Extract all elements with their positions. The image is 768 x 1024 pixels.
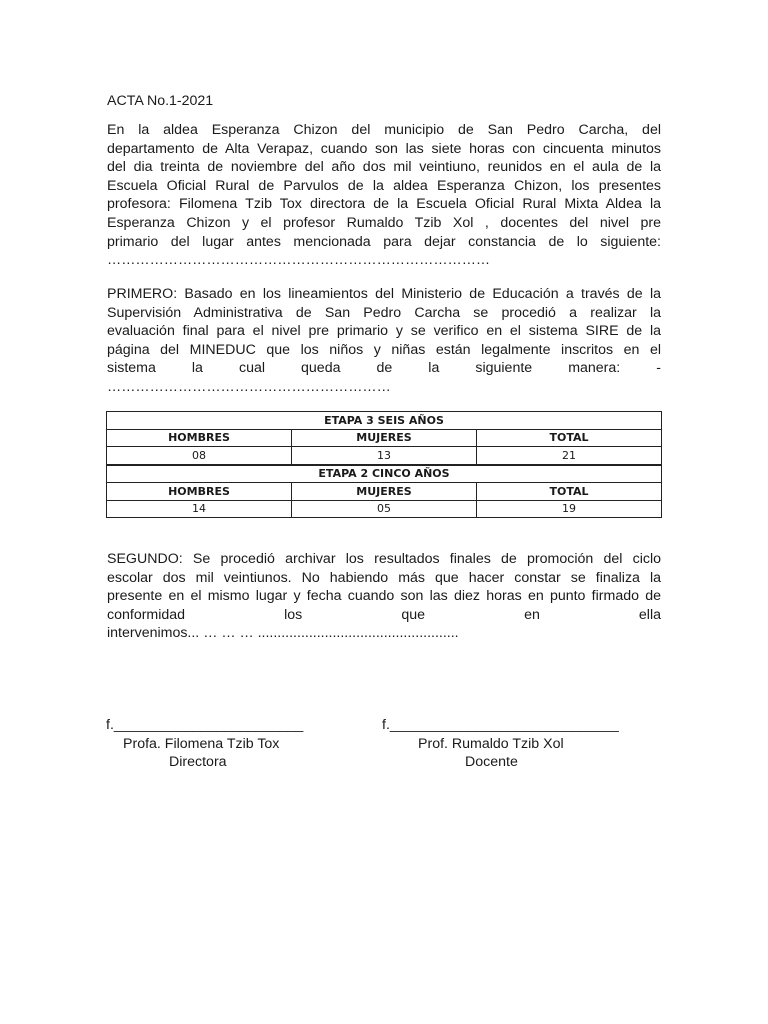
text-line: presente en el mismo lugar y fecha cuando son las diez horas en punto firmado de [107,588,661,605]
header-mujeres: MUJERES [292,429,477,447]
text-line: Supervisión Administrativa de San Pedro Carcha se procedió a realizar la [107,304,661,321]
text-line: Esperanza Chizon y el profesor Rumaldo Tzib Xol , docentes del nivel pre [107,214,661,231]
table-row [107,447,662,465]
enrollment-table [106,411,662,518]
text-line: sistema la cual queda de la siguiente manera: - [107,360,661,377]
table-title-row [107,465,662,483]
signature-line: f._____________________________ [382,717,619,733]
text-line: intervenimos... … … … ................................................... [107,625,459,642]
signer-name: Prof. Rumaldo Tzib Xol [418,735,564,752]
table-header-row [107,429,662,447]
text-line: Escuela Oficial Rural de Parvulos de la aldea Esperanza Chizon, los presentes [107,177,661,194]
cell-total: 19 [477,500,662,518]
text-line: evaluación final para el nivel pre primario y se verifico en el sistema SIRE de la [107,323,661,340]
header-total: TOTAL [477,483,662,501]
header-total: TOTAL [477,429,662,447]
signature-docente [382,716,619,772]
header-hombres: HOMBRES [107,429,292,447]
text-line: SEGUNDO: Se procedió archivar los resultados finales de promoción del ciclo [107,551,661,567]
cell-hombres: 14 [107,500,292,518]
paragraph-primero [107,285,661,397]
header-hombres: HOMBRES [107,483,292,501]
cell-hombres: 08 [107,447,292,465]
signer-name: Profa. Filomena Tzib Tox [123,735,280,752]
cell-total: 21 [477,447,662,465]
text-line: primario del lugar antes mencionada para dejar constancia de lo siguiente: [107,233,661,250]
text-line: conformidad los que en ella [107,606,661,623]
dotted-line: …………………………………………………… [107,378,391,395]
signature-line: f.________________________ [106,717,304,733]
paragraph-intro [107,121,661,270]
dotted-line: ……………………………………………………………………… [107,252,491,269]
paragraph-segundo [107,550,661,643]
table-row [107,500,662,518]
table-header-row [107,483,662,501]
cell-mujeres: 13 [292,447,477,465]
text-line: profesora: Filomena Tzib Tox directora de la Escuela Oficial Rural Mixta Aldea la [107,196,661,213]
cell-mujeres: 05 [292,500,477,518]
table-title-row [107,412,662,430]
text-line: escolar dos mil veintiunos. No habiendo más que hacer constar se finaliza la [107,569,661,586]
text-line: página del MINEDUC que los niños y niñas están legalmente inscritos en el [107,341,661,358]
text-line: del dia treinta de noviembre del año dos mil veintiuno, reunidos en el aula de la [107,159,661,176]
signature-directora [106,716,303,772]
text-line: PRIMERO: Basado en los lineamientos del Ministerio de Educación a través de la [107,286,661,302]
etapa2-title: ETAPA 2 CINCO AÑOS [107,465,662,483]
text-line: En la aldea Esperanza Chizon del municipio de San Pedro Carcha, del [107,122,661,138]
header-mujeres: MUJERES [292,483,477,501]
text-line: departamento de Alta Verapaz, cuando son las siete horas con cincuenta minutos [107,140,661,157]
etapa3-title: ETAPA 3 SEIS AÑOS [107,412,662,430]
document-title: ACTA No.1-2021 [107,93,214,109]
signer-role: Directora [169,754,227,770]
signer-role: Docente [465,754,518,770]
